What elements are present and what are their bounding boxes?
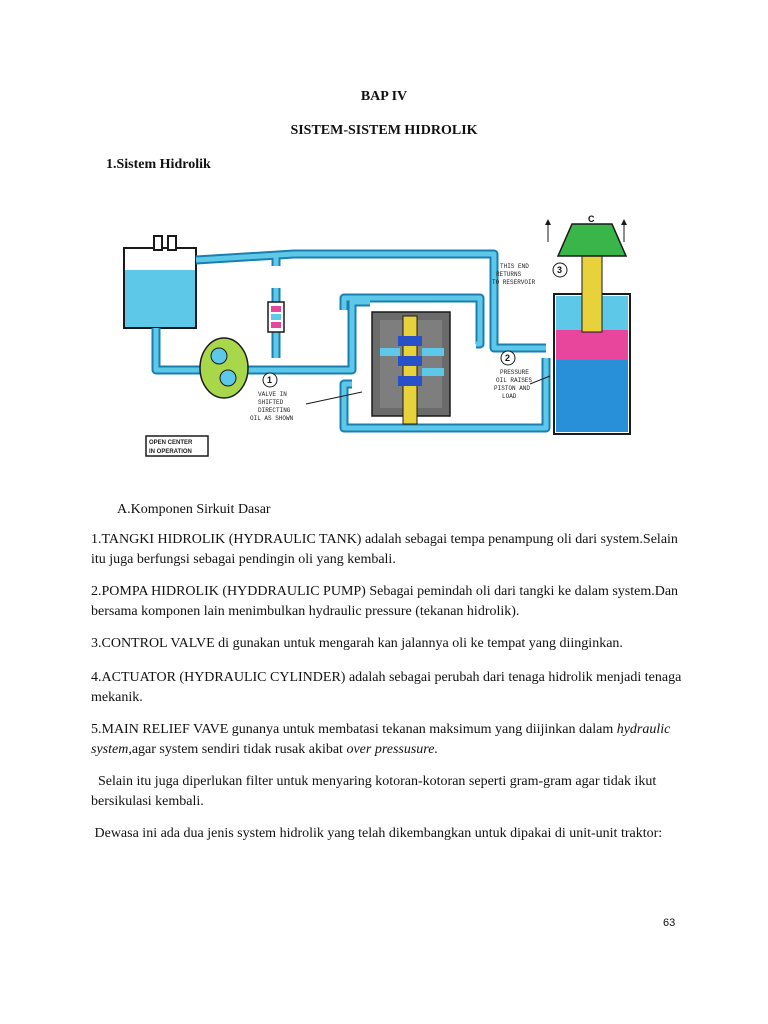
svg-text:OIL RAISES: OIL RAISES xyxy=(496,377,533,384)
svg-text:2: 2 xyxy=(505,353,511,363)
relief-valve xyxy=(268,302,284,332)
item-1: 1.TANGKI HIDROLIK (HYDRAULIC TANK) adalah sebagai tempa penampung oli dari system.Selain itu juga berfungsi sebagai pendingin oli yang kembali. xyxy=(91,532,678,567)
svg-text:THIS END: THIS END xyxy=(500,263,529,270)
svg-text:TO RESERVOIR: TO RESERVOIR xyxy=(492,279,536,286)
svg-text:IN OPERATION: IN OPERATION xyxy=(149,449,192,455)
item-3: 3.CONTROL VALVE di gunakan untuk mengarah kan jalannya oli ke tempat yang diinginkan. xyxy=(91,636,623,651)
callout-3 xyxy=(492,263,567,286)
svg-text:PISTON AND: PISTON AND xyxy=(494,385,531,392)
control-valve xyxy=(372,312,450,424)
svg-text:1: 1 xyxy=(267,375,273,385)
hydraulic-system-diagram xyxy=(116,208,676,472)
section-title: 1.Sistem Hidrolik xyxy=(106,157,211,172)
svg-text:LOAD: LOAD xyxy=(502,393,517,400)
hydraulic-tank xyxy=(124,236,196,328)
page-number: 63 xyxy=(663,917,676,929)
paragraph-system-types: Dewasa ini ada dua jenis system hidrolik yang telah dikembangkan untuk dipakai di unit-unit traktor: xyxy=(91,826,663,841)
svg-text:OPEN CENTER: OPEN CENTER xyxy=(149,440,193,446)
operation-mode-box xyxy=(146,436,208,456)
load-label: C xyxy=(588,214,595,224)
subheading: A.Komponen Sirkuit Dasar xyxy=(117,502,271,517)
svg-text:DIRECTING: DIRECTING xyxy=(258,407,291,414)
load-weight xyxy=(545,214,627,256)
item-2: 2.POMPA HIDROLIK (HYDDRAULIC PUMP) Sebagai pemindah oli dari tangki ke dalam system.Dan bersama komponen lain menimbulkan hydraulic pressure (tekanan hidrolik). xyxy=(91,584,679,619)
hydraulic-cylinder xyxy=(554,256,630,434)
svg-text:OIL AS SHOWN: OIL AS SHOWN xyxy=(250,415,294,422)
hydraulic-pump xyxy=(200,338,248,398)
item-5: 5.MAIN RELIEF VAVE gunanya untuk membatasi tekanan maksimum yang diijinkan dalam hydraulic system,agar system sendiri tidak rusak akibat over pressusure. xyxy=(91,722,671,757)
item-4: 4.ACTUATOR (HYDRAULIC CYLINDER) adalah sebagai perubah dari tenaga hidrolik menjadi tenaga mekanik. xyxy=(91,670,682,705)
svg-text:3: 3 xyxy=(557,265,563,275)
svg-text:SHIFTED: SHIFTED xyxy=(258,399,284,406)
svg-text:VALVE IN: VALVE IN xyxy=(258,391,287,398)
svg-text:RETURNS: RETURNS xyxy=(496,271,522,278)
chapter-title: SISTEM-SISTEM HIDROLIK xyxy=(290,123,478,138)
chapter-heading: BAP IV xyxy=(360,89,408,104)
svg-text:PRESSURE: PRESSURE xyxy=(500,369,529,376)
paragraph-filter: Selain itu juga diperlukan filter untuk menyaring kotoran-kotoran seperti gram-gram agar tidak ikut bersikulasi kembali. xyxy=(91,774,660,809)
